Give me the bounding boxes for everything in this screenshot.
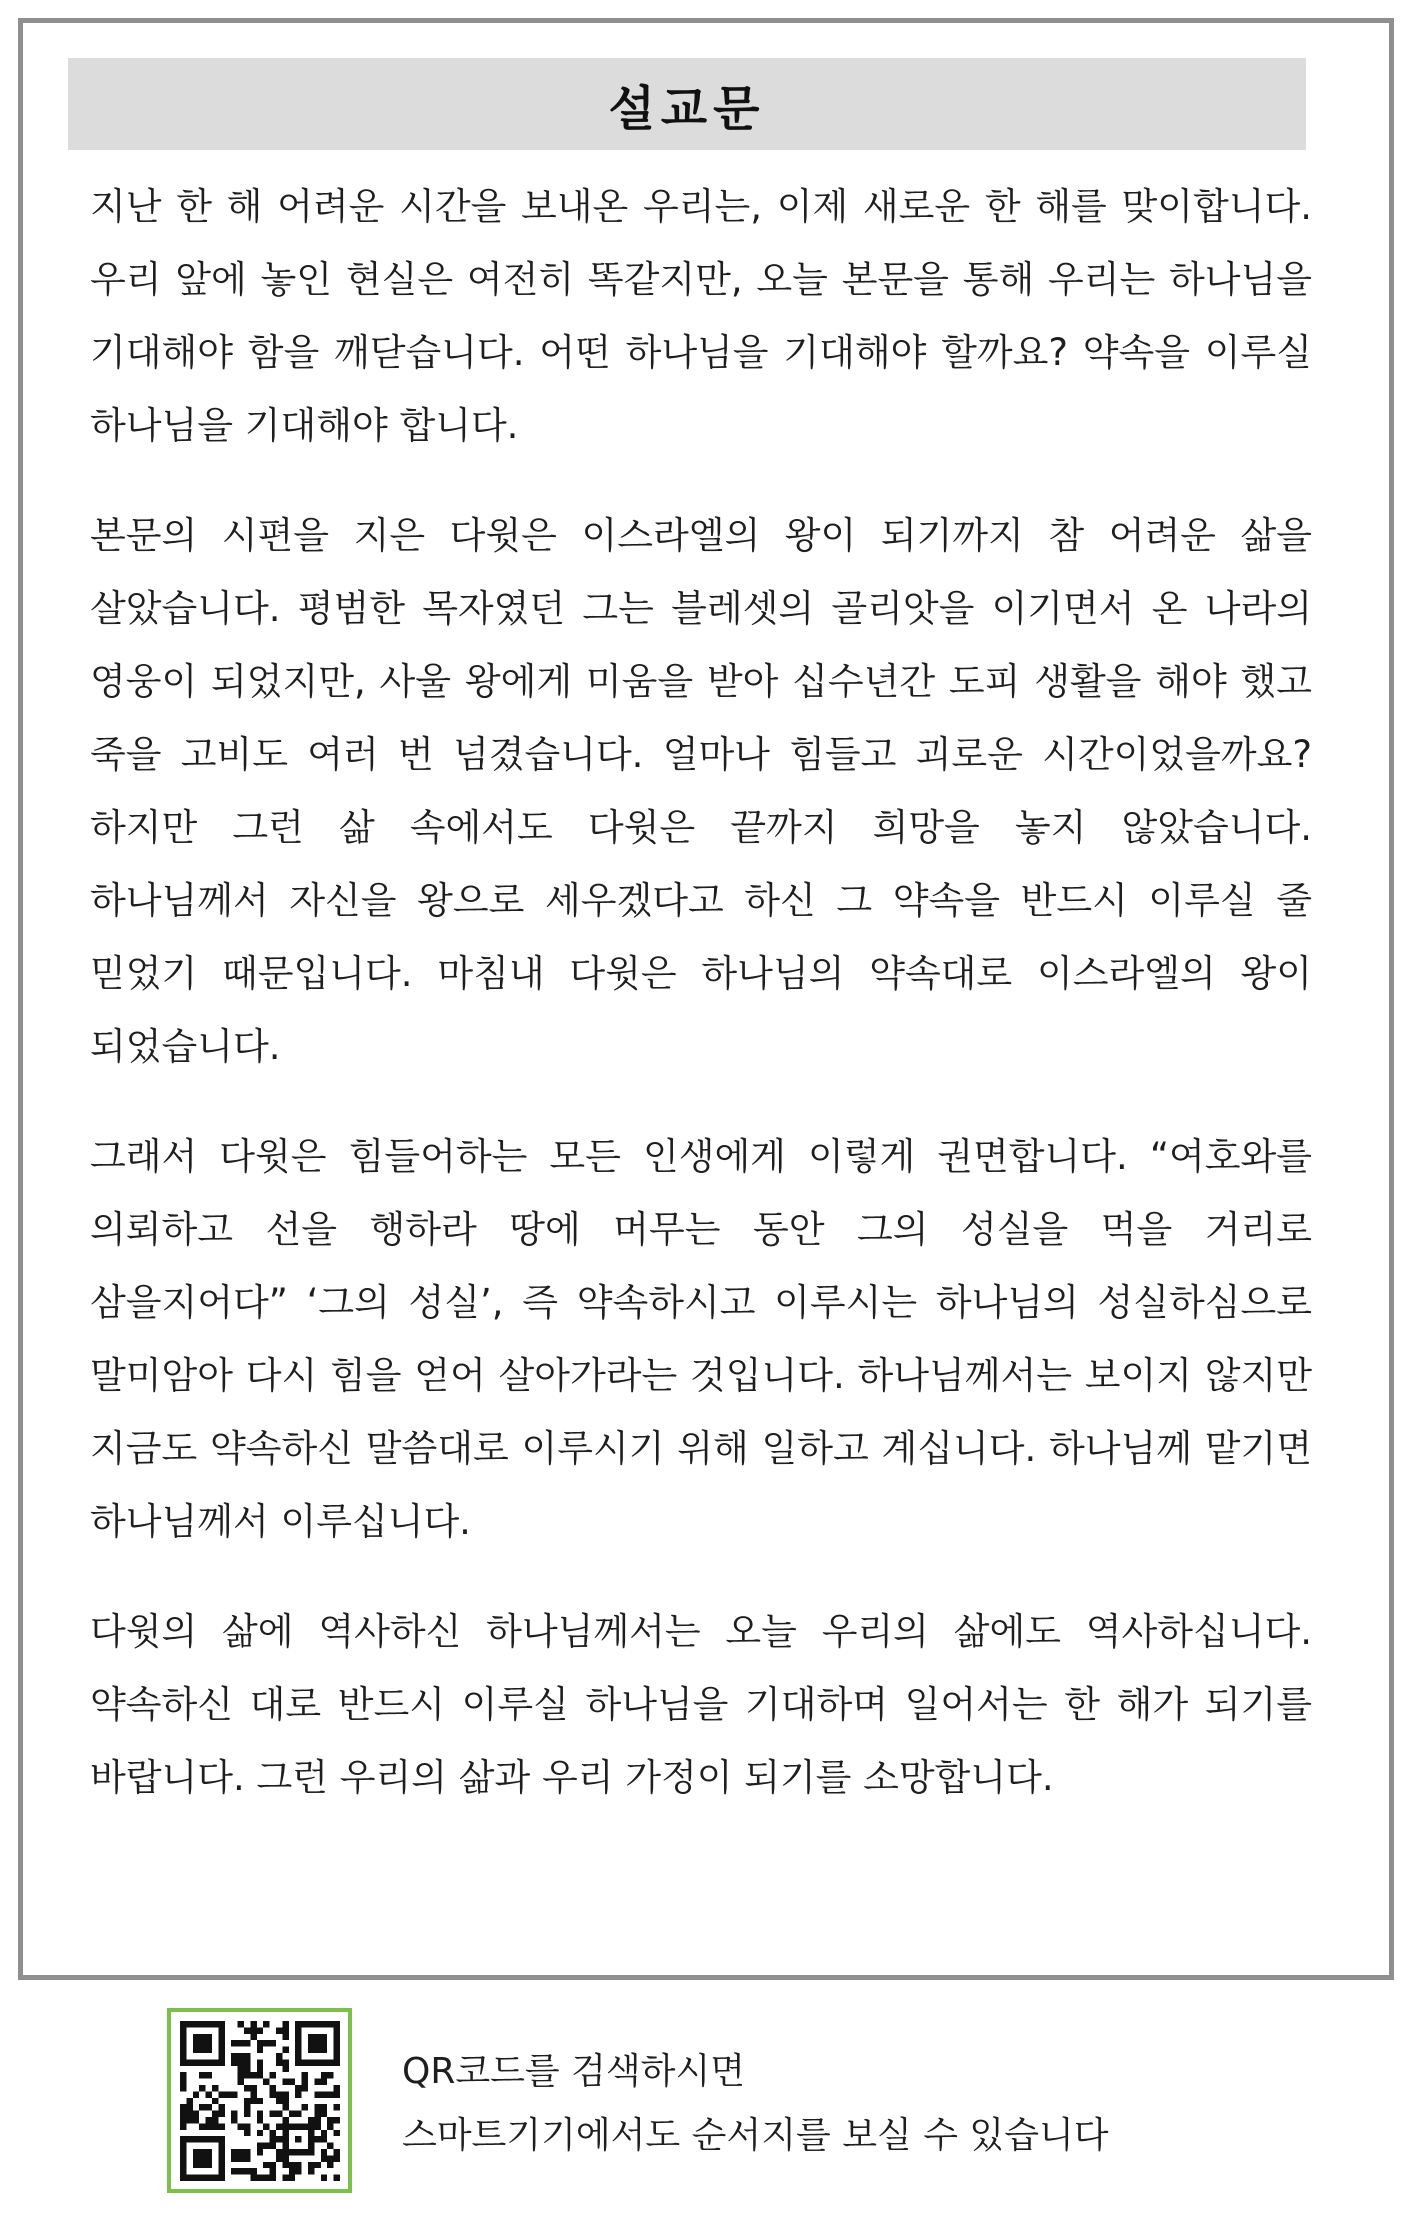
paragraph-2: 본문의 시편을 지은 다윗은 이스라엘의 왕이 되기까지 참 어려운 삶을 살았습니다. 평범한 목자였던 그는 블레셋의 골리앗을 이기면서 온 나라의 영웅이 되었지만, 사울 왕에게 미움을 받아 십수년간 도피 생활을 해야 했고 죽을 고비도 여러 번 넘겼습니다. 얼마나 힘들고 괴로운 시간이었을까요? 하지만 그런 삶 속에서도 다윗은 끝까지 희망을 놓지 않았습니다. 하나님께서 자신을 왕으로 세우겠다고 하신 그 약속을 반드시 이루실 줄 믿었기 때문입니다. 마침내 다윗은 하나님의 약속대로 이스라엘의 왕이 되었습니다. xyxy=(90,514,1312,1068)
title-bar xyxy=(68,58,1306,150)
paragraph-4: 다윗의 삶에 역사하신 하나님께서는 오늘 우리의 삶에도 역사하십니다. 약속하신 대로 반드시 이루실 하나님을 기대하며 일어서는 한 해가 되기를 바랍니다. 그런 우리의 삶과 우리 가정이 되기를 소망합니다. xyxy=(90,1610,1312,1799)
qr-code-icon xyxy=(180,2021,340,2181)
qr-caption-line-2: 스마트기기에서도 순서지를 보실 수 있습니다 xyxy=(402,2115,1109,2156)
paragraph-1: 지난 한 해 어려운 시간을 보내온 우리는, 이제 새로운 한 해를 맞이합니다. 우리 앞에 놓인 현실은 여전히 똑같지만, 오늘 본문을 통해 우리는 하나님을 기대해야 함을 깨닫습니다. 어떤 하나님을 기대해야 할까요? 약속을 이루실 하나님을 기대해야 합니다. xyxy=(90,185,1312,447)
page-title: 설교문 xyxy=(608,80,766,137)
paragraph-3: 그래서 다윗은 힘들어하는 모든 인생에게 이렇게 권면합니다. “여호와를 의뢰하고 선을 행하라 땅에 머무는 동안 그의 성실을 먹을 거리로 삼을지어다” ‘그의 성실’, 즉 약속하시고 이루시는 하나님의 성실하심으로 말미암아 다시 힘을 얻어 살아가라는 것입니다. 하나님께서는 보이지 않지만 지금도 약속하신 말씀대로 이루시기 위해 일하고 계십니다. 하나님께 맡기면 하나님께서 이루십니다. xyxy=(90,1135,1312,1543)
qr-code[interactable] xyxy=(167,2008,352,2193)
sermon-body xyxy=(90,170,1312,1851)
qr-caption-line-1: QR코드를 검색하시면 xyxy=(402,2051,746,2092)
qr-caption xyxy=(402,2040,1109,2168)
